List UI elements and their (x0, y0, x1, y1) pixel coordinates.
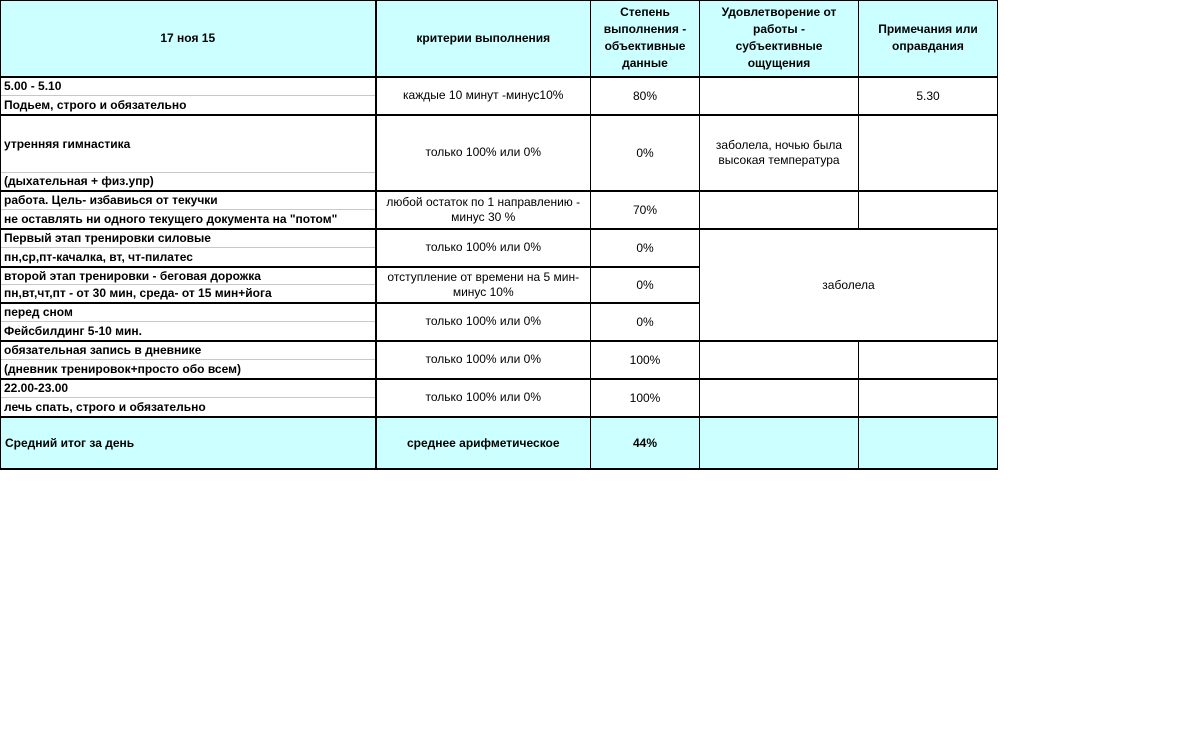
task-cell: 22.00-23.00 лечь спать, строго и обязательно (1, 379, 376, 417)
criteria-cell: отступление от времени на 5 мин- минус 10% (376, 267, 591, 303)
header-objective: Степень выполнения - объективные данные (591, 1, 700, 77)
task-cell: Первый этап тренировки силовые пн,ср,пт-качалка, вт, чт-пилатес (1, 229, 376, 267)
task-cell: обязательная запись в дневнике (дневник тренировок+просто обо всем) (1, 341, 376, 379)
task-cell: перед сном Фейсбилдинг 5-10 мин. (1, 303, 376, 341)
criteria-cell: только 100% или 0% (376, 115, 591, 191)
percent-cell: 0% (591, 267, 700, 303)
summary-criteria: среднее арифметическое (376, 417, 591, 469)
summary-label: Средний итог за день (1, 417, 376, 469)
header-criteria: критерии выполнения (376, 1, 591, 77)
table-row (1, 77, 998, 115)
summary-subjective (700, 417, 859, 469)
task-cell: второй этап тренировки - беговая дорожка пн,вт,чт,пт - от 30 мин, среда- от 15 мин+йога (1, 267, 376, 303)
percent-cell: 100% (591, 379, 700, 417)
notes-cell (859, 379, 998, 417)
criteria-cell: только 100% или 0% (376, 229, 591, 267)
header-notes: Примечания или оправдания (859, 1, 998, 77)
percent-cell: 70% (591, 191, 700, 229)
percent-cell: 100% (591, 341, 700, 379)
table-row (1, 229, 998, 267)
summary-percent: 44% (591, 417, 700, 469)
table-row (1, 379, 998, 417)
percent-cell: 0% (591, 303, 700, 341)
criteria-cell: только 100% или 0% (376, 303, 591, 341)
merged-note-cell: заболела (700, 229, 998, 341)
subjective-cell: заболела, ночью была высокая температура (700, 115, 859, 191)
table-row (1, 191, 998, 229)
percent-cell: 80% (591, 77, 700, 115)
percent-cell: 0% (591, 229, 700, 267)
criteria-cell: только 100% или 0% (376, 341, 591, 379)
subjective-cell (700, 191, 859, 229)
task-cell: 5.00 - 5.10 Подьем, строго и обязательно (1, 77, 376, 115)
percent-cell: 0% (591, 115, 700, 191)
task-cell: утренняя гимнастика (дыхательная + физ.упр) (1, 115, 376, 191)
header-date: 17 ноя 15 (1, 1, 376, 77)
criteria-cell: любой остаток по 1 направлению - минус 30 % (376, 191, 591, 229)
subjective-cell (700, 77, 859, 115)
header-subjective: Удовлетворение от работы - субъективные ощущения (700, 1, 859, 77)
task-cell: работа. Цель- избавиься от текучки не оставлять ни одного текущего документа на "потом" (1, 191, 376, 229)
subjective-cell (700, 379, 859, 417)
table-row (1, 115, 998, 191)
criteria-cell: каждые 10 минут -минус10% (376, 77, 591, 115)
criteria-cell: только 100% или 0% (376, 379, 591, 417)
summary-notes (859, 417, 998, 469)
notes-cell: 5.30 (859, 77, 998, 115)
summary-row (1, 417, 998, 469)
notes-cell (859, 341, 998, 379)
table-row (1, 341, 998, 379)
subjective-cell (700, 341, 859, 379)
notes-cell (859, 115, 998, 191)
notes-cell (859, 191, 998, 229)
